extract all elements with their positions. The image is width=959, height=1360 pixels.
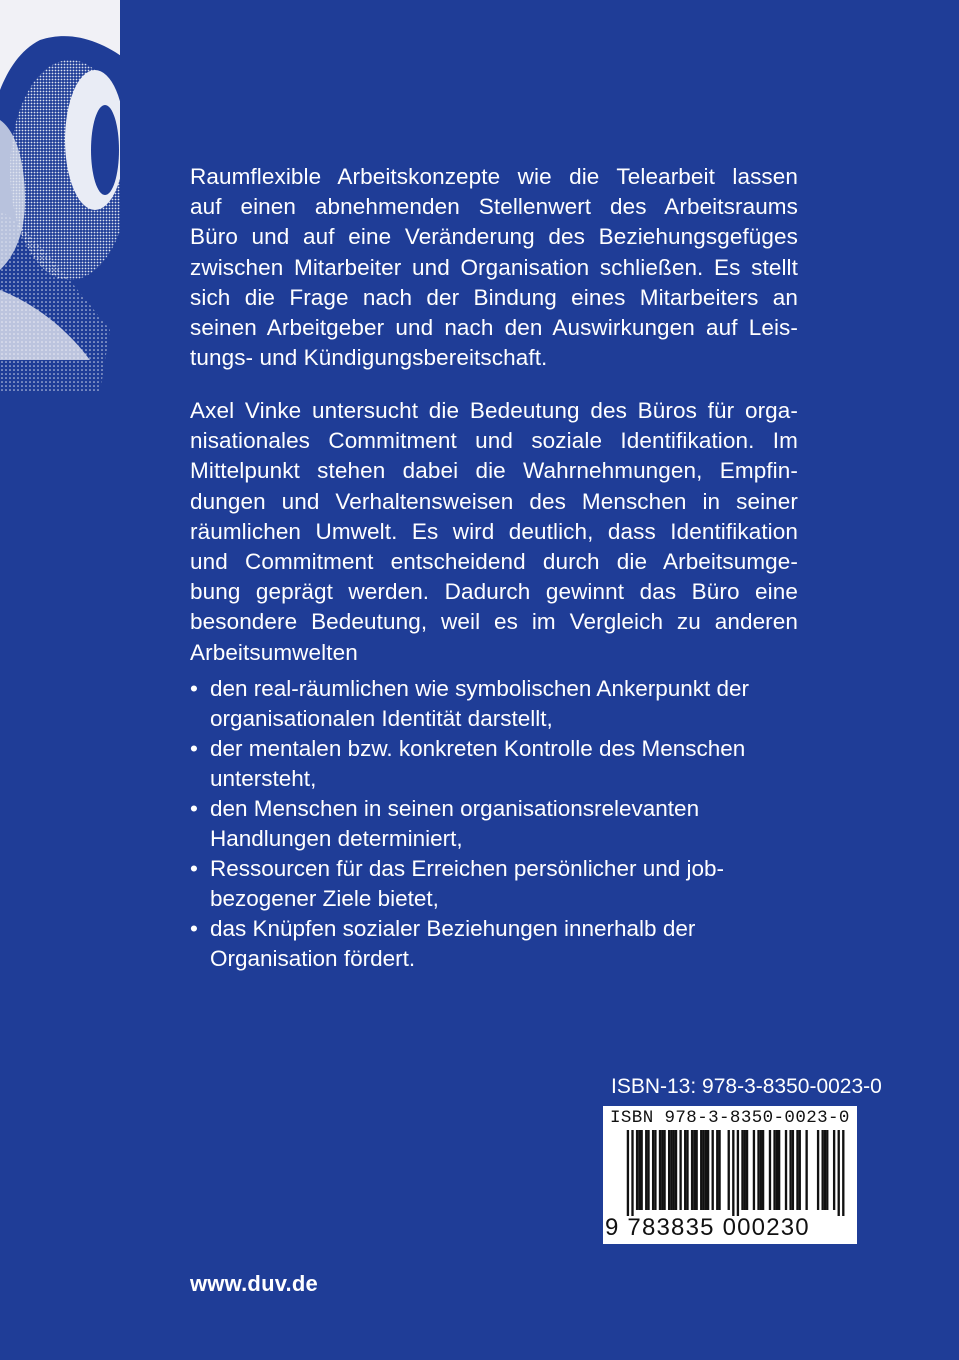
isbn-label: ISBN-13: 978-3-8350-0023-0 [611,1075,882,1098]
text-line: besondere Bedeutung, weil es im Vergleich zu anderen [190,609,798,635]
barcode-bar [659,1130,661,1210]
text-line: sich die Frage nach der Bindung eines Mitarbeiters an [190,284,798,310]
text-line: Arbeitsumwelten [190,639,358,665]
list-item-text: den Menschen in seinen organisationsrelevanten [210,796,700,821]
barcode-bar [718,1130,720,1210]
list-item-text: organisationalen Identität darstellt, [210,706,553,731]
author-paragraph [190,396,798,668]
cover-photo-corner [0,0,127,392]
publisher-website[interactable]: www.duv.de [190,1271,318,1296]
list-item-text: Handlungen determiniert, [210,826,463,851]
intro-paragraph [190,162,798,373]
barcode-bar [762,1130,764,1210]
text-line: seinen Arbeitgeber und nach den Auswirkungen auf Leis- [190,314,798,340]
barcode-bar [647,1130,649,1210]
list-item-text: untersteht, [210,766,317,791]
text-line: Raumflexible Arbeitskonzepte wie die Telearbeit lassen [190,164,798,189]
barcode-bar [693,1130,695,1210]
barcode-bar [627,1130,629,1216]
barcode-bar [805,1130,807,1210]
list-item [190,794,790,854]
barcode-bar [631,1130,633,1216]
text-line: auf einen abnehmenden Stellenwert des Arbeitsraums [190,194,798,220]
barcode-bar [707,1130,709,1210]
barcode-bar [746,1130,748,1210]
text-line: tungs- und Kündigungsbereitschaft. [190,345,548,371]
barcode-bar [702,1130,704,1210]
barcode-bar [760,1130,762,1210]
list-item-text: Organisation fördert. [210,946,416,971]
text-line: Axel Vinke untersucht die Bedeutung des Büros für orga- [190,398,798,423]
barcode-bar [799,1130,801,1210]
bullet-list [190,674,790,974]
list-item-text: den real-räumlichen wie symbolischen Ankerpunkt der [210,676,750,701]
barcode-isbn-text: ISBN 978-3-8350-0023-0 [610,1108,850,1128]
list-item-text: Ressourcen für das Erreichen persönlicher und job- [210,856,725,881]
barcode-bar [737,1130,739,1216]
barcode-bar [636,1130,638,1210]
barcode-bar [842,1130,844,1216]
barcode-bar [792,1130,794,1210]
barcode-bar [686,1130,688,1210]
barcode-bar [817,1130,819,1210]
barcode-digits: 9 783835 000230 [605,1214,810,1241]
text-line: räumlichen Umwelt. Es wird deutlich, dass Identifikation [190,518,798,544]
barcode-bar [838,1130,840,1216]
list-item-text: bezogener Ziele bietet, [210,886,439,911]
barcode-bar [757,1130,759,1210]
barcode-bar [663,1130,665,1210]
barcode-bar [673,1130,675,1210]
barcode-bar [824,1130,826,1210]
barcode-bar [670,1130,672,1210]
barcode-bar [691,1130,693,1210]
barcode-bar [638,1130,640,1210]
barcode-bar [833,1130,835,1210]
barcode-bar [776,1130,778,1210]
text-line: zwischen Mitarbeiter und Organisation schließen. Es stellt [190,254,798,280]
text-line: Mittelpunkt stehen dabei die Wahrnehmungen, Empfin- [190,458,798,484]
list-item [190,734,790,794]
bullet-icon: • [190,736,198,761]
barcode-bar [822,1130,824,1210]
barcode-bar [645,1130,647,1210]
list-item [190,674,790,734]
barcode-bar [826,1130,828,1210]
barcode-bar [773,1130,775,1210]
barcode-bar [789,1130,791,1210]
barcode-bar [796,1130,798,1210]
text-line: nisationales Commitment und soziale Identifikation. Im [190,428,798,454]
barcode-bar [640,1130,642,1210]
text-line: bung geprägt werden. Dadurch gewinnt das Büro eine [190,579,798,605]
barcode-bar [695,1130,697,1210]
barcode-bar [769,1130,771,1210]
barcode-bar [716,1130,718,1210]
barcode-bar [732,1130,734,1216]
list-item [190,914,790,974]
barcode-bar [684,1130,686,1210]
barcode-bar [744,1130,746,1210]
barcode-bar [654,1130,656,1210]
text-line: Büro und auf eine Veränderung des Beziehungsgefüges [190,224,798,250]
bullet-icon: • [190,916,198,941]
barcode-bar [661,1130,663,1210]
barcode-bar [700,1130,702,1210]
list-item-text: das Knüpfen sozialer Beziehungen innerhalb der [210,916,696,941]
bullet-icon: • [190,856,198,881]
list-item [190,854,790,914]
barcode-bar [728,1130,730,1210]
text-line: dungen und Verhaltensweisen des Menschen in seiner [190,488,798,514]
barcode-bar [675,1130,677,1210]
barcode-bar [679,1130,681,1210]
barcode-bar [785,1130,787,1210]
barcode-bar [753,1130,755,1210]
bullet-icon: • [190,796,198,821]
barcode-bar [652,1130,654,1210]
barcode-bar [778,1130,780,1210]
barcode-bar [741,1130,743,1210]
barcode-bar [668,1130,670,1210]
list-item-text: der mentalen bzw. konkreten Kontrolle des Menschen [210,736,746,761]
barcode [603,1106,857,1244]
barcode-bar [705,1130,707,1210]
barcode-bar [712,1130,714,1210]
text-line: und Commitment entscheidend durch die Arbeitsumge- [190,548,798,574]
bullet-icon: • [190,676,198,701]
barcode-bars [613,1130,849,1216]
